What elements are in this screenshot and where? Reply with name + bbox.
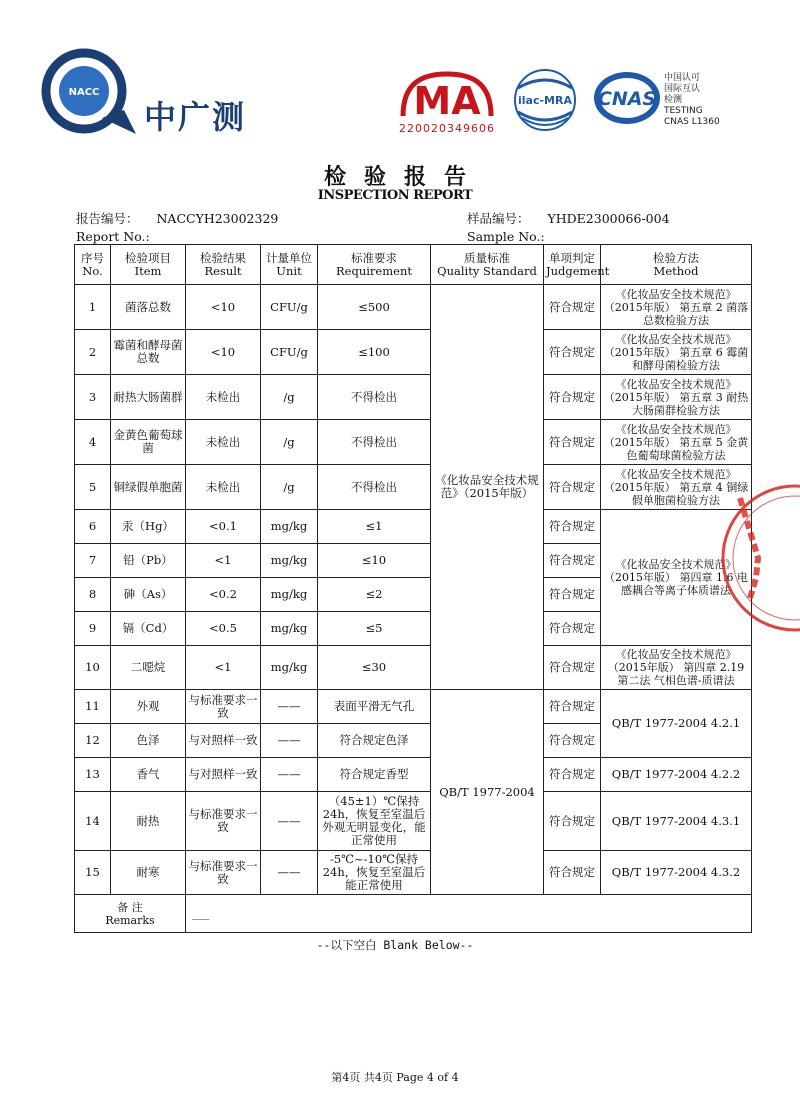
header-judgement: 单项判定 Judgement [544,245,601,285]
row-requirement: ≤500 [318,285,431,330]
row-method: 《化妆品安全技术规范》（2015年版） 第五章 3 耐热大肠菌群检验方法 [601,375,752,420]
nacc-logo-mark [40,48,150,140]
cnas-line-5: CNAS L1360 [664,117,720,127]
row-judgement: 符合规定 [544,510,601,544]
row-requirement: ≤1 [318,510,431,544]
row-requirement: ≤30 [318,646,431,690]
header-unit: 计量单位 Unit [261,245,318,285]
row-no: 2 [75,330,111,375]
row-result: 与标准要求一致 [186,851,261,895]
row-item: 二噁烷 [111,646,186,690]
row-result: 未检出 [186,465,261,510]
row-method: QB/T 1977-2004 4.3.1 [601,792,752,851]
table-row [75,510,752,544]
table-row [75,792,752,851]
row-judgement: 符合规定 [544,724,601,758]
row-no: 1 [75,285,111,330]
cnas-line-1: 中国认可 [664,73,701,83]
row-no: 7 [75,544,111,578]
row-method: 《化妆品安全技术规范》（2015年版） 第四章 2.19 第二法 气相色谱-质谱法 [601,646,752,690]
row-requirement: 符合规定色泽 [318,724,431,758]
ilac-text: ilac-MRA [518,94,572,107]
row-no: 10 [75,646,111,690]
row-result: <1 [186,544,261,578]
logo-badge-text: NACC [68,87,100,98]
table-row [75,285,752,330]
report-no-label-en: Report No.: [76,229,150,244]
table-row [75,420,752,465]
row-no: 13 [75,758,111,792]
report-no-block [76,212,278,244]
row-no: 12 [75,724,111,758]
row-no: 9 [75,612,111,646]
row-judgement: 符合规定 [544,690,601,724]
row-unit: CFU/g [261,285,318,330]
table-row [75,646,752,690]
sample-no-label-en: Sample No.: [467,229,545,244]
row-requirement: -5℃~-10℃保持24h，恢复至室温后能正常使用 [318,851,431,895]
row-requirement: ≤10 [318,544,431,578]
remarks-label: 备 注 Remarks [75,895,186,933]
row-requirement: 不得检出 [318,465,431,510]
row-item: 菌落总数 [111,285,186,330]
row-item: 外观 [111,690,186,724]
row-no: 14 [75,792,111,851]
row-item: 霉菌和酵母菌总数 [111,330,186,375]
row-method: 《化妆品安全技术规范》（2015年版） 第五章 2 菌落总数检验方法 [601,285,752,330]
row-item: 铅（Pb） [111,544,186,578]
row-judgement: 符合规定 [544,375,601,420]
row-requirement: 不得检出 [318,420,431,465]
row-unit: /g [261,375,318,420]
remarks-row [75,895,752,933]
row-item: 香气 [111,758,186,792]
cma-number: 220020349606 [399,122,495,135]
row-requirement: 符合规定香型 [318,758,431,792]
row-item: 耐寒 [111,851,186,895]
row-result: <0.1 [186,510,261,544]
row-unit: —— [261,851,318,895]
row-unit: /g [261,420,318,465]
sample-no-block [467,212,670,244]
header-quality-standard: 质量标准 Quality Standard [431,245,544,285]
row-judgement: 符合规定 [544,851,601,895]
row-judgement: 符合规定 [544,285,601,330]
report-title-cn: 检验报告 [323,164,484,190]
row-result: <1 [186,646,261,690]
row-requirement: ≤2 [318,578,431,612]
row-result: 与对照样一致 [186,758,261,792]
method-metals: 《化妆品安全技术规范》（2015年版） 第四章 1.6 电感耦合等离子体质谱法 [601,510,752,646]
row-no: 8 [75,578,111,612]
inspection-table [74,244,752,933]
row-no: 6 [75,510,111,544]
ilac-mra-logo [510,68,580,132]
row-requirement: 表面平滑无气孔 [318,690,431,724]
row-judgement: 符合规定 [544,792,601,851]
row-method: QB/T 1977-2004 4.3.2 [601,851,752,895]
row-result: <0.5 [186,612,261,646]
quality-standard-group1: 《化妆品安全技术规范》（2015年版） [431,285,544,690]
row-judgement: 符合规定 [544,420,601,465]
row-unit: —— [261,690,318,724]
header-item: 检验项目 Item [111,245,186,285]
row-unit: mg/kg [261,646,318,690]
row-method: 《化妆品安全技术规范》（2015年版） 第五章 4 铜绿假单胞菌检验方法 [601,465,752,510]
row-judgement: 符合规定 [544,465,601,510]
row-requirement: ≤5 [318,612,431,646]
row-judgement: 符合规定 [544,646,601,690]
remarks-value: ___ [186,895,752,933]
report-no-value: NACCYH23002329 [156,211,279,226]
quality-standard-group2: QB/T 1977-2004 [431,690,544,895]
method-appearance-color: QB/T 1977-2004 4.2.1 [601,690,752,758]
report-no-label-cn: 报告编号： [76,211,139,226]
table-row [75,465,752,510]
row-item: 汞（Hg） [111,510,186,544]
row-no: 5 [75,465,111,510]
header-requirement: 标准要求 Requirement [318,245,431,285]
row-unit: /g [261,465,318,510]
page-footer: 第4页 共4页 Page 4 of 4 [331,1071,459,1084]
row-result: <10 [186,330,261,375]
cnas-caption [664,73,720,128]
row-unit: —— [261,792,318,851]
nacc-logo [40,48,280,140]
row-unit: mg/kg [261,510,318,544]
brand-name: 中广测 [144,98,247,136]
table-row [75,690,752,724]
row-unit: —— [261,758,318,792]
blank-below-note: --以下空白 Blank Below-- [316,938,474,952]
red-seal-stamp [700,478,800,638]
sample-no-label-cn: 样品编号： [467,211,530,226]
row-result: 未检出 [186,375,261,420]
row-judgement: 符合规定 [544,758,601,792]
row-judgement: 符合规定 [544,544,601,578]
row-result: 与对照样一致 [186,724,261,758]
row-unit: —— [261,724,318,758]
row-judgement: 符合规定 [544,330,601,375]
row-result: <0.2 [186,578,261,612]
row-no: 3 [75,375,111,420]
row-requirement: （45±1）℃保持24h，恢复至室温后外观无明显变化，能正常使用 [318,792,431,851]
row-item: 砷（As） [111,578,186,612]
row-judgement: 符合规定 [544,612,601,646]
row-item: 镉（Cd） [111,612,186,646]
row-result: 与标准要求一致 [186,792,261,851]
cnas-line-2: 国际互认 [664,84,701,94]
row-method: 《化妆品安全技术规范》（2015年版） 第五章 5 金黄色葡萄球菌检验方法 [601,420,752,465]
row-item: 金黄色葡萄球菌 [111,420,186,465]
row-requirement: ≤100 [318,330,431,375]
cnas-logo [592,70,662,126]
report-title-en: INSPECTION REPORT [317,188,473,203]
row-requirement: 不得检出 [318,375,431,420]
table-row [75,330,752,375]
row-method: QB/T 1977-2004 4.2.2 [601,758,752,792]
row-item: 铜绿假单胞菌 [111,465,186,510]
row-item: 色泽 [111,724,186,758]
row-unit: mg/kg [261,612,318,646]
cnas-line-3: 检测 [664,95,683,105]
row-result: 未检出 [186,420,261,465]
row-method: 《化妆品安全技术规范》（2015年版） 第五章 6 霉菌和酵母菌检验方法 [601,330,752,375]
row-no: 15 [75,851,111,895]
header-no: 序号 No. [75,245,111,285]
cnas-line-4: TESTING [664,106,703,116]
row-item: 耐热 [111,792,186,851]
sample-no-value: YHDE2300066-004 [547,211,670,226]
row-unit: mg/kg [261,544,318,578]
row-unit: CFU/g [261,330,318,375]
header-result: 检验结果 Result [186,245,261,285]
row-item: 耐热大肠菌群 [111,375,186,420]
cnas-text: CNAS [597,88,657,110]
row-no: 4 [75,420,111,465]
table-row [75,851,752,895]
row-no: 11 [75,690,111,724]
cma-text: MA [413,79,481,123]
header-method: 检验方法 Method [601,245,752,285]
table-row [75,375,752,420]
row-unit: mg/kg [261,578,318,612]
row-result: 与标准要求一致 [186,690,261,724]
table-header-row [75,245,752,285]
row-judgement: 符合规定 [544,578,601,612]
table-row [75,758,752,792]
row-result: <10 [186,285,261,330]
